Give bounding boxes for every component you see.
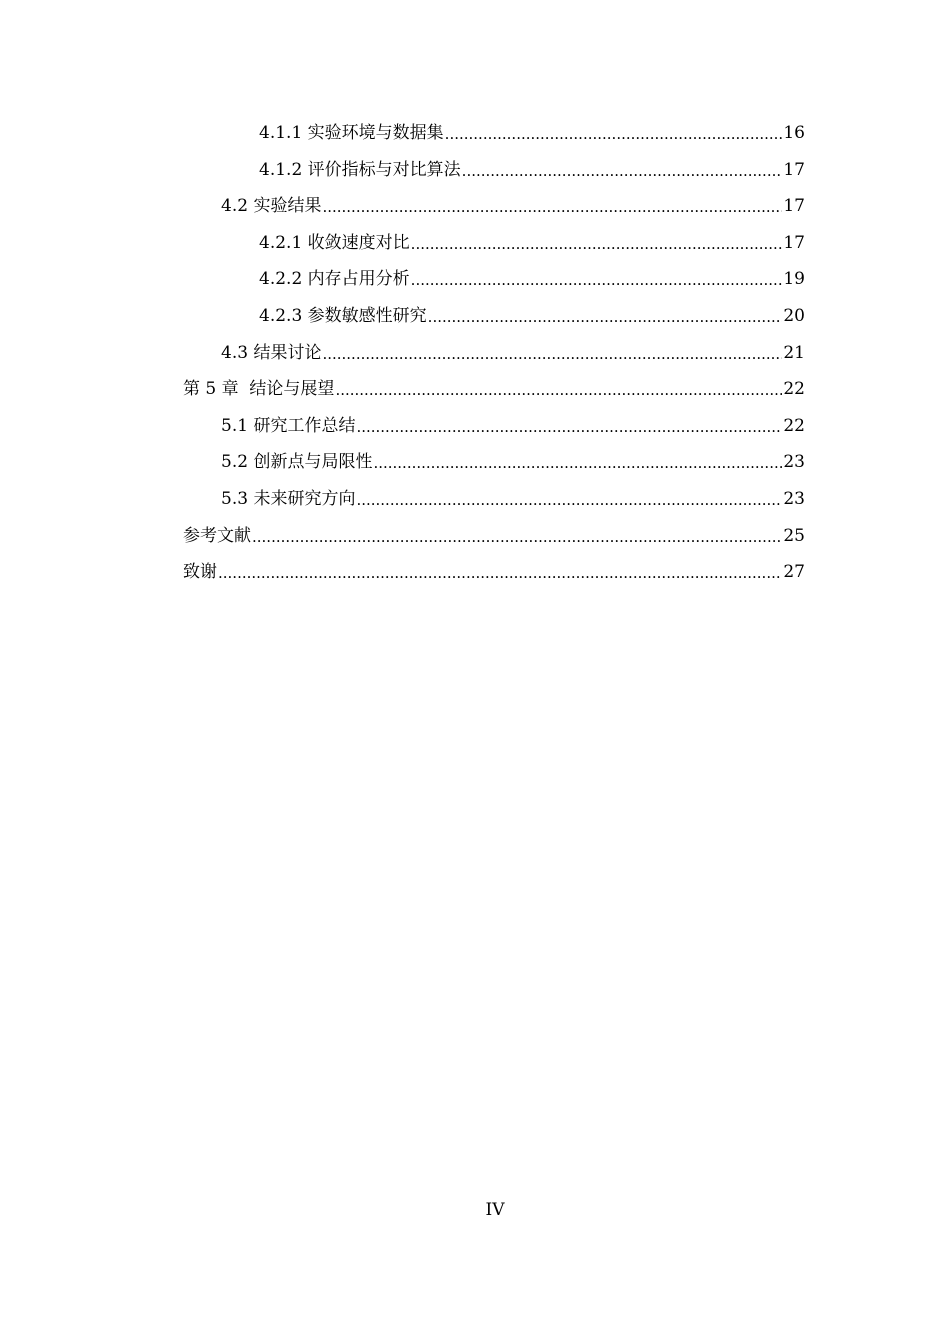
- toc-entry-page: 19: [783, 269, 805, 290]
- toc-entry-page: 27: [783, 562, 805, 583]
- toc-entry-page: 20: [783, 306, 805, 326]
- toc-entry-title: 5.3 未来研究方向: [221, 489, 356, 509]
- toc-dot-leader: [445, 124, 783, 144]
- toc-entry[interactable]: [183, 517, 805, 547]
- toc-entry[interactable]: [221, 480, 805, 510]
- toc-entry-title: 参考文献: [183, 525, 251, 546]
- toc-entry[interactable]: [183, 370, 805, 400]
- toc-entry[interactable]: [221, 407, 805, 437]
- toc-entry-title: 4.2.1 收敛速度对比: [259, 232, 410, 253]
- toc-entry-title: 致谢: [183, 562, 217, 583]
- toc-dot-leader: [356, 417, 782, 437]
- toc-entry-page: 22: [783, 415, 805, 436]
- toc-dot-leader: [218, 563, 782, 583]
- toc-dot-leader: [322, 197, 782, 217]
- toc-entry-title: 4.3 结果讨论: [221, 342, 322, 363]
- toc-entry[interactable]: [183, 553, 805, 583]
- toc-entry-page: 21: [783, 342, 805, 363]
- toc-entry[interactable]: [221, 443, 805, 473]
- toc-entry-title: 4.1.1 实验环境与数据集: [259, 123, 444, 143]
- toc-entry[interactable]: [221, 334, 805, 364]
- toc-entry[interactable]: [259, 151, 805, 181]
- toc-entry-page: 22: [783, 379, 805, 400]
- toc-entry-title: 第 5 章 结论与展望: [183, 379, 335, 400]
- toc-entry-title: 4.2.2 内存占用分析: [259, 269, 410, 290]
- toc-entry-title: 5.2 创新点与局限性: [221, 452, 373, 473]
- toc-entry-title: 5.1 研究工作总结: [221, 415, 356, 436]
- toc-entry-title: 4.1.2 评价指标与对比算法: [259, 159, 461, 180]
- toc-dot-leader: [428, 307, 783, 327]
- toc-entry-page: 25: [783, 525, 805, 546]
- toc-entry-page: 23: [783, 489, 805, 509]
- toc-entry[interactable]: [221, 187, 805, 217]
- toc-entry-page: 23: [783, 452, 805, 473]
- toc-entry-page: 17: [783, 159, 805, 180]
- toc-entry-title: 4.2 实验结果: [221, 196, 322, 217]
- toc-dot-leader: [322, 344, 782, 364]
- toc-dot-leader: [252, 527, 782, 547]
- toc-entry[interactable]: [259, 260, 805, 290]
- toc-entry-page: 16: [783, 123, 805, 143]
- toc-dot-leader: [411, 234, 783, 254]
- toc-entry-page: 17: [783, 196, 805, 217]
- toc-dot-leader: [411, 270, 783, 290]
- page-number: IV: [485, 1200, 505, 1220]
- toc-dot-leader: [373, 453, 782, 473]
- toc-dot-leader: [462, 161, 783, 181]
- toc-dot-leader: [335, 380, 782, 400]
- toc-entry[interactable]: [259, 224, 805, 254]
- toc-entry[interactable]: [259, 114, 805, 144]
- toc-dot-leader: [356, 490, 782, 510]
- toc-entry-page: 17: [783, 232, 805, 253]
- toc-entry-title: 4.2.3 参数敏感性研究: [259, 306, 427, 326]
- toc-entry[interactable]: [259, 297, 805, 327]
